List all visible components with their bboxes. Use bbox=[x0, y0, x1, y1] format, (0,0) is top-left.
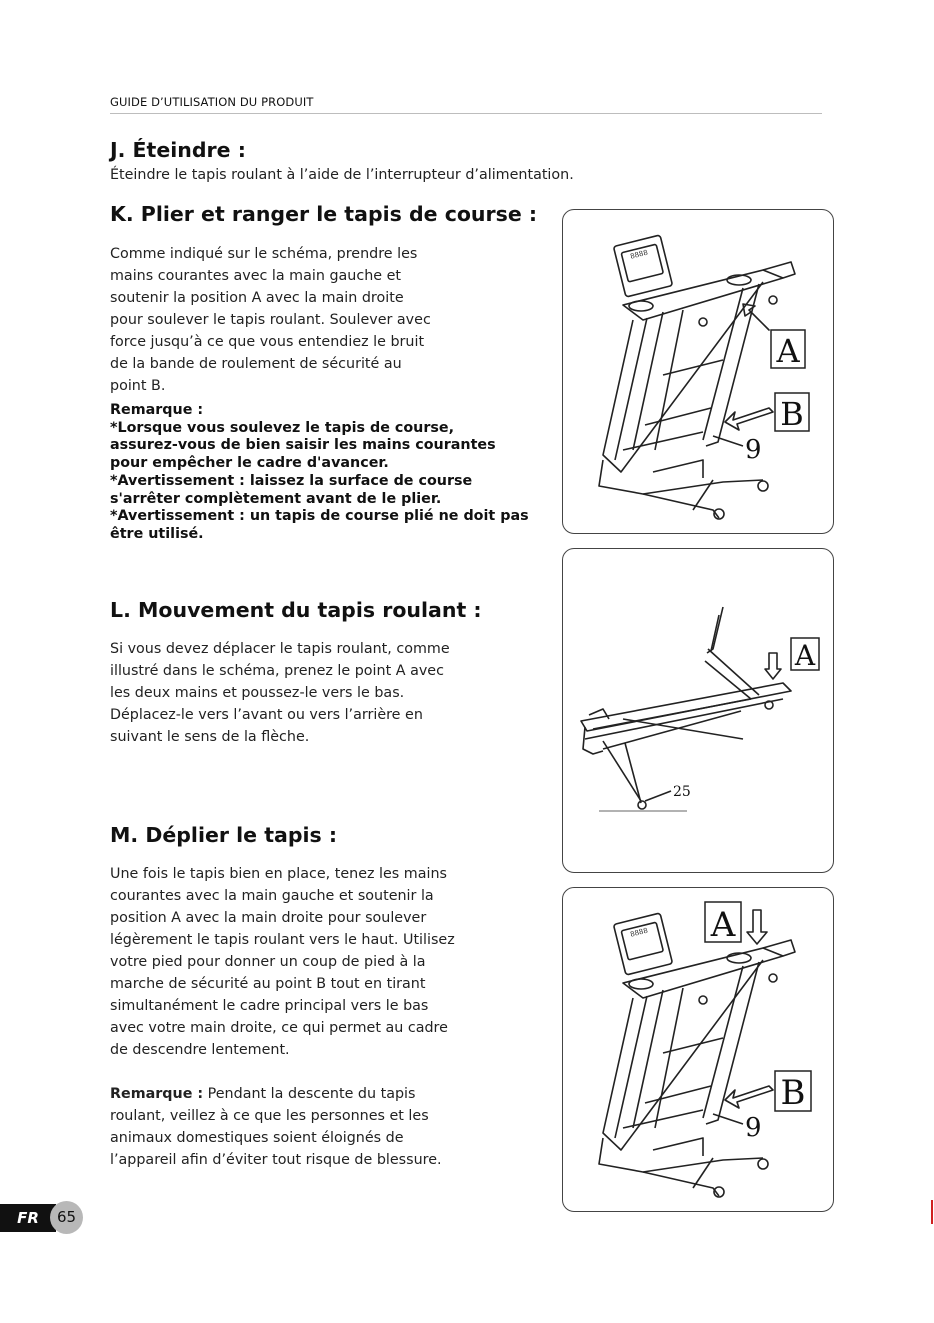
section-m-line: marche de sécurité au point B tout en tirant bbox=[110, 976, 426, 992]
section-k-note-title: Remarque : bbox=[110, 402, 204, 418]
console-display-digits: 8888 bbox=[629, 926, 649, 939]
section-l-line: les deux mains et poussez-le vers le bas. bbox=[110, 685, 405, 701]
section-l-line: illustré dans le schéma, prenez le point A avec bbox=[110, 663, 444, 679]
section-k-note-line: *Avertissement : un tapis de course plié ne doit pas bbox=[110, 508, 529, 525]
section-m-body bbox=[110, 863, 455, 1061]
section-m-line: de descendre lentement. bbox=[110, 1042, 290, 1058]
section-k-line: force jusqu’à ce que vous entendiez le bruit bbox=[110, 334, 425, 350]
figure-fold-treadmill bbox=[562, 209, 834, 534]
section-k-note-line: assurez-vous de bien saisir les mains courantes bbox=[110, 437, 496, 454]
section-k-note-line: *Lorsque vous soulevez le tapis de course, bbox=[110, 419, 455, 436]
section-k-line: pour soulever le tapis roulant. Soulever avec bbox=[110, 312, 431, 328]
section-l-line: suivant le sens de la flèche. bbox=[110, 729, 310, 745]
section-k-line: de la bande de roulement de sécurité au bbox=[110, 356, 402, 372]
section-k-line: soutenir la position A avec la main droite bbox=[110, 290, 404, 306]
section-m-line: avec votre main droite, ce qui permet au cadre bbox=[110, 1020, 448, 1036]
section-k-note-line: être utilisé. bbox=[110, 525, 204, 542]
section-m-note-line: roulant, veillez à ce que les personnes et les bbox=[110, 1108, 429, 1124]
edge-marker bbox=[931, 1200, 933, 1224]
console-display-digits: 8888 bbox=[629, 248, 649, 261]
callout-label-b: B bbox=[780, 395, 804, 433]
section-m-line: Une fois le tapis bien en place, tenez les mains bbox=[110, 866, 447, 882]
section-k-body bbox=[110, 243, 431, 397]
section-m-line: légèrement le tapis roulant vers le haut. Utilisez bbox=[110, 932, 455, 948]
part-number-label: 25 bbox=[673, 784, 691, 800]
header-rule bbox=[110, 113, 822, 114]
part-number-label: 9 bbox=[745, 1113, 762, 1143]
section-m-line: simultanément le cadre principal vers le bas bbox=[110, 998, 429, 1014]
part-number-label: 9 bbox=[745, 435, 762, 465]
figure-move-treadmill bbox=[562, 548, 834, 873]
section-m-line: votre pied pour donner un coup de pied à la bbox=[110, 954, 426, 970]
section-l-body bbox=[110, 638, 450, 748]
section-k-line: Comme indiqué sur le schéma, prendre les bbox=[110, 246, 418, 262]
section-m-note-line-first bbox=[110, 1083, 442, 1105]
treadmill-unfold-illustration bbox=[563, 888, 833, 1211]
section-m-note-title: Remarque : bbox=[110, 1086, 204, 1102]
callout-label-a: A bbox=[776, 332, 800, 370]
callout-label-b: B bbox=[780, 1073, 806, 1113]
treadmill-folded-illustration bbox=[563, 210, 833, 533]
page-number-badge: 65 bbox=[50, 1201, 83, 1234]
treadmill-tilted-illustration bbox=[563, 549, 833, 872]
section-m-line: position A avec la main droite pour soulever bbox=[110, 910, 427, 926]
callout-label-a: A bbox=[794, 639, 816, 672]
section-k-line: mains courantes avec la main gauche et bbox=[110, 268, 402, 284]
running-header: GUIDE D’UTILISATION DU PRODUIT bbox=[110, 95, 314, 109]
section-l-line: Si vous devez déplacer le tapis roulant, comme bbox=[110, 641, 450, 657]
section-k-note-line: pour empêcher le cadre d'avancer. bbox=[110, 455, 389, 472]
section-k-note-line: *Avertissement : laissez la surface de course bbox=[110, 472, 473, 489]
section-m-line: courantes avec la main gauche et soutenir la bbox=[110, 888, 434, 904]
section-k-note bbox=[110, 402, 529, 544]
section-m-note-line: Pendant la descente du tapis bbox=[203, 1086, 416, 1102]
section-m-note-line: l’appareil afin d’éviter tout risque de blessure. bbox=[110, 1152, 442, 1168]
section-m-title: M. Déplier le tapis : bbox=[110, 823, 338, 847]
section-k-line: point B. bbox=[110, 378, 166, 394]
section-m-note-line: animaux domestiques soient éloignés de bbox=[110, 1130, 404, 1146]
section-m-note bbox=[110, 1083, 442, 1171]
language-tab: FR bbox=[0, 1204, 56, 1232]
section-k-note-line: s'arrêter complètement avant de le plier. bbox=[110, 490, 442, 507]
section-j-title: J. Éteindre : bbox=[110, 138, 246, 162]
section-k-title: K. Plier et ranger le tapis de course : bbox=[110, 202, 538, 226]
callout-label-a: A bbox=[710, 905, 736, 945]
section-l-title: L. Mouvement du tapis roulant : bbox=[110, 598, 482, 622]
figure-unfold-treadmill bbox=[562, 887, 834, 1212]
section-l-line: Déplacez-le vers l’avant ou vers l’arrière en bbox=[110, 707, 423, 723]
section-j-body: Éteindre le tapis roulant à l’aide de l’interrupteur d’alimentation. bbox=[110, 167, 574, 183]
